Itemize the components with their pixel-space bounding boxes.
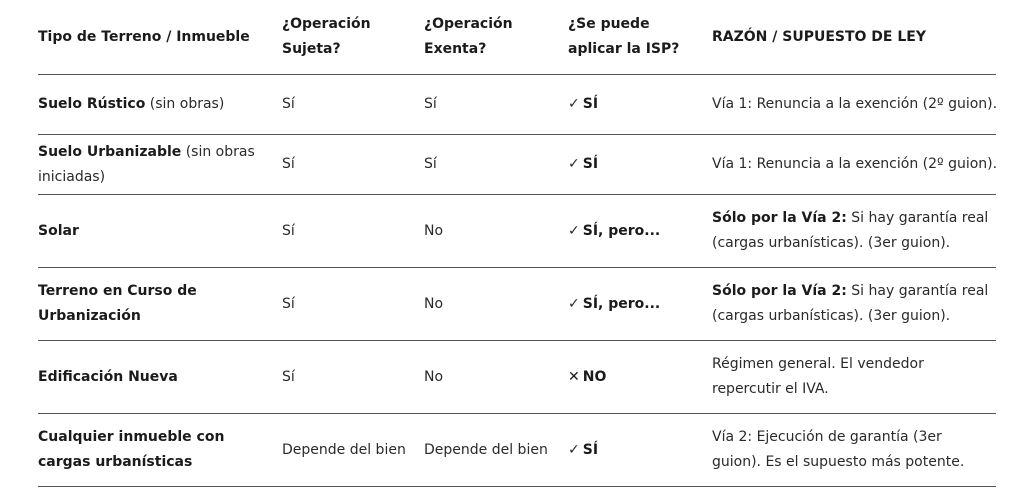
- cell-tipo: [38, 135, 282, 195]
- table-row: [38, 268, 996, 341]
- cell-razon: [712, 75, 996, 135]
- cell-tipo: [38, 75, 282, 135]
- isp-value: SÍ: [582, 96, 599, 112]
- tipo-bold: Solar: [38, 222, 79, 239]
- header-razon: RAZÓN / SUPUESTO DE LEY: [712, 0, 996, 75]
- header-tipo: Tipo de Terreno / Inmueble: [38, 0, 282, 75]
- cell-tipo: [38, 195, 282, 268]
- cell-sujeta: Sí: [282, 75, 424, 135]
- cell-isp: [568, 268, 712, 341]
- tipo-bold: Cualquier inmueble con cargas urbanísticas: [38, 429, 225, 470]
- razon-rest: Vía 1: Renuncia a la exención (2º guion).: [712, 156, 998, 172]
- cell-sujeta: Sí: [282, 195, 424, 268]
- cell-exenta: Sí: [424, 135, 568, 195]
- table-row: [38, 75, 996, 135]
- tipo-bold: Suelo Urbanizable: [38, 143, 182, 160]
- cell-razon: [712, 135, 996, 195]
- cell-exenta: Sí: [424, 75, 568, 135]
- cell-sujeta: Depende del bien: [282, 414, 424, 487]
- isp-value: SÍ: [582, 441, 599, 458]
- table-row: [38, 414, 996, 487]
- razon-bold: Sólo por la Vía 2:: [712, 283, 847, 299]
- isp-value: NO: [582, 368, 607, 385]
- razon-rest: Régimen general. El vendedor repercutir el IVA.: [712, 356, 924, 397]
- cell-isp: [568, 341, 712, 414]
- cell-razon: [712, 341, 996, 414]
- cell-exenta: No: [424, 195, 568, 268]
- check-icon: ✓: [568, 441, 580, 458]
- cell-razon: [712, 414, 996, 487]
- cell-tipo: [38, 341, 282, 414]
- razon-rest: Vía 2: Ejecución de garantía (3er guion). Es el supuesto más potente.: [712, 429, 965, 470]
- header-sujeta: ¿Operación Sujeta?: [282, 0, 424, 75]
- tipo-rest: (sin obras iniciadas): [38, 143, 255, 185]
- isp-comparison-table: [38, 0, 996, 487]
- table-row: [38, 135, 996, 195]
- check-icon: ✓: [568, 156, 580, 172]
- cell-sujeta: Sí: [282, 135, 424, 195]
- check-icon: ✓: [568, 295, 580, 312]
- cell-isp: [568, 135, 712, 195]
- razon-rest: Si hay garantía real (cargas urbanísticas). (3er guion).: [712, 210, 989, 251]
- check-icon: ✓: [568, 222, 580, 239]
- table-row: [38, 195, 996, 268]
- tipo-bold: Suelo Rústico: [38, 96, 146, 112]
- cell-sujeta: Sí: [282, 341, 424, 414]
- cell-isp: [568, 75, 712, 135]
- cell-exenta: No: [424, 341, 568, 414]
- isp-value: SÍ, pero...: [582, 295, 661, 312]
- check-icon: ✓: [568, 96, 580, 112]
- table-row: [38, 341, 996, 414]
- cell-sujeta: Sí: [282, 268, 424, 341]
- tipo-bold: Terreno en Curso de Urbanización: [38, 283, 197, 324]
- cross-icon: ✕: [568, 368, 580, 385]
- cell-razon: [712, 195, 996, 268]
- cell-isp: [568, 414, 712, 487]
- cell-razon: [712, 268, 996, 341]
- tipo-rest: (sin obras): [145, 96, 225, 112]
- cell-exenta: No: [424, 268, 568, 341]
- razon-rest: Si hay garantía real (cargas urbanísticas). (3er guion).: [712, 283, 989, 324]
- cell-isp: [568, 195, 712, 268]
- cell-tipo: [38, 268, 282, 341]
- header-row: [38, 0, 996, 75]
- header-exenta: ¿Operación Exenta?: [424, 0, 568, 75]
- isp-value: SÍ: [582, 156, 599, 172]
- cell-tipo: [38, 414, 282, 487]
- isp-value: SÍ, pero...: [582, 222, 661, 239]
- header-isp: ¿Se puede aplicar la ISP?: [568, 0, 712, 75]
- razon-rest: Vía 1: Renuncia a la exención (2º guion).: [712, 96, 998, 112]
- tipo-bold: Edificación Nueva: [38, 368, 178, 385]
- razon-bold: Sólo por la Vía 2:: [712, 210, 847, 226]
- cell-exenta: Depende del bien: [424, 414, 568, 487]
